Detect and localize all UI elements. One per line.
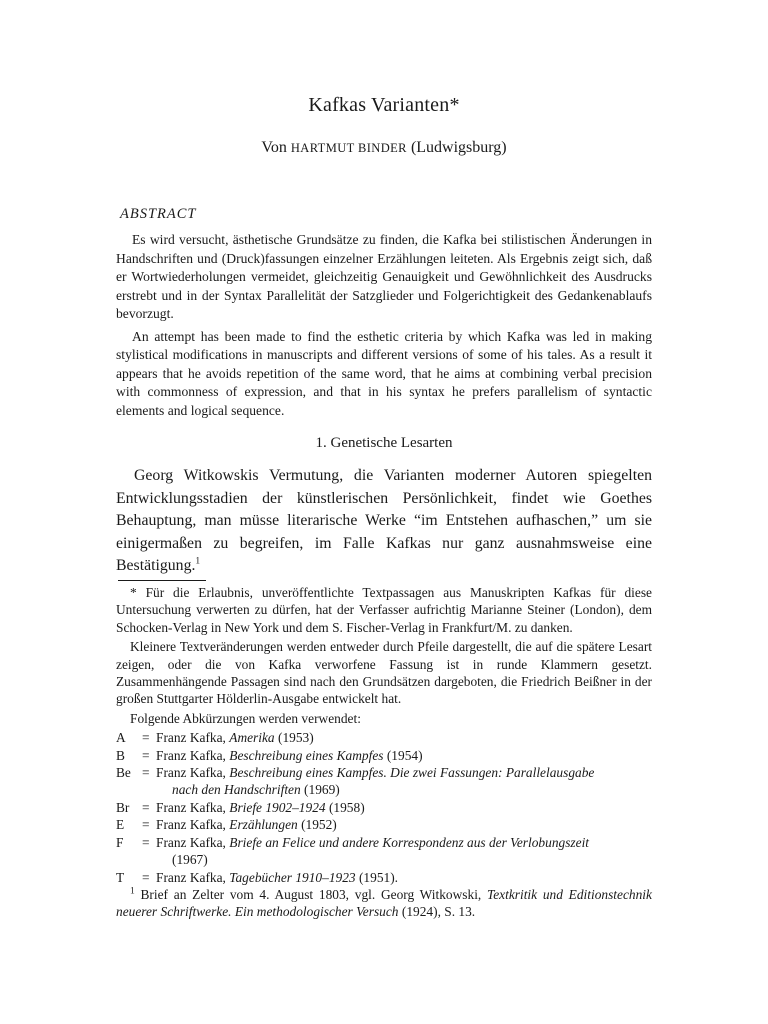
abbr-author: Franz Kafka, bbox=[156, 869, 226, 885]
abbr-value bbox=[156, 834, 652, 869]
abstract-german: Es wird versucht, ästhetische Grundsätze zu finden, die Kafka bei stilistischen Änderungen in Handschriften und (Druck)fassungen einzelner Erzählungen leiteten. Als Ergebnis zeigt sich, daß er Wortwiederholungen vermeidet, gleichzeitig Genauigkeit und Gewöhnlichkeit des Ausdrucks erstrebt und in der Syntax Parallelität der Satzglieder und Folgerichtigkeit des Gedankenablaufs bevorzugt. bbox=[116, 232, 652, 321]
abbr-title-cont: nach den Handschriften bbox=[172, 782, 301, 798]
author-name: HARTMUT BINDER bbox=[290, 141, 407, 155]
abbr-author: Franz Kafka, bbox=[156, 765, 226, 781]
abbr-value bbox=[156, 747, 652, 764]
abbr-author: Franz Kafka, bbox=[156, 730, 226, 746]
section-heading: 1. Genetische Lesarten bbox=[315, 435, 453, 451]
abstract-heading: ABSTRACT bbox=[120, 206, 197, 222]
abbr-key: E bbox=[116, 817, 125, 833]
abbr-hang bbox=[156, 851, 652, 868]
footnote-1-text: Brief an Zelter vom 4. August 1803, vgl. Georg Witkowski, bbox=[140, 886, 482, 902]
abbr-equals: = bbox=[142, 799, 150, 815]
abbr-author: Franz Kafka, bbox=[156, 817, 226, 833]
abbr-value bbox=[156, 764, 652, 799]
footnote-rule bbox=[118, 580, 206, 581]
abbr-author: Franz Kafka, bbox=[156, 747, 226, 763]
abbr-author: Franz Kafka, bbox=[156, 834, 226, 850]
abbr-year: (1953) bbox=[278, 730, 314, 746]
list-item bbox=[116, 729, 652, 746]
abbr-equals: = bbox=[142, 765, 150, 781]
abbr-year: (1969) bbox=[304, 782, 340, 798]
abstract-block bbox=[116, 231, 652, 424]
abbr-equals: = bbox=[142, 834, 150, 850]
star-note: * Für die Erlaubnis, unveröffentlichte Textpassagen aus Manuskripten Kafkas für diese Untersuchung verwerten zu dürfen, hat der Verfasser aufrichtig Marianne Steiner (London), dem Schocken-Verlag in New York und dem S. Fischer-Verlag in Frankfurt/M. zu danken. bbox=[116, 585, 652, 635]
abbr-title: Amerika bbox=[229, 730, 275, 746]
abbr-author: Franz Kafka, bbox=[156, 799, 226, 815]
abbr-equals: = bbox=[142, 817, 150, 833]
abbr-year: (1967) bbox=[172, 852, 208, 868]
abbr-value bbox=[156, 799, 652, 816]
list-item bbox=[116, 764, 652, 799]
author-line bbox=[116, 139, 652, 157]
author-place: (Ludwigsburg) bbox=[410, 139, 507, 156]
abbr-value bbox=[156, 816, 652, 833]
abbr-value bbox=[156, 869, 652, 886]
abbr-equals: = bbox=[142, 869, 150, 885]
abbr-title: Beschreibung eines Kampfes bbox=[229, 747, 384, 763]
abbr-key: Be bbox=[116, 765, 131, 781]
body-paragraph bbox=[116, 465, 652, 578]
list-item bbox=[116, 869, 652, 886]
abbr-title: Briefe 1902–1924 bbox=[229, 799, 326, 815]
abbr-key: Br bbox=[116, 799, 130, 815]
changes-note: Kleinere Textveränderungen werden entweder durch Pfeile dargestellt, die auf die spätere Lesart zeigen, oder die von Kafka verworfene Fassung ist in runde Klammern gesetzt. Zusammenhängende Passagen sind nach den Grundsätzen dargeboten, die Friedrich Beißner in der großen Stuttgarter Hölderlin-Ausgabe entwickelt hat. bbox=[116, 639, 652, 707]
footnote-1 bbox=[116, 886, 652, 921]
footnote-1-title: Textkritik und Editionstechnik neuerer Schriftwerke. Ein methodologischer Versuch bbox=[116, 886, 652, 920]
abbr-year: (1952) bbox=[301, 817, 337, 833]
body-paragraph-text: Georg Witkowskis Vermutung, die Varianten moderner Autoren spiegelten Entwicklungsstadien der künstlerischen Persönlichkeit, findet wie Goethes Behauptung, man müsse literarische Werke “im Entstehen aufhaschen,” um sie einigermaßen zu begreifen, im Falle Kafkas nur ganz ausnahmsweise eine Bestätigung. bbox=[116, 467, 652, 574]
footnote-mark: 1 bbox=[195, 556, 201, 567]
abbr-equals: = bbox=[142, 730, 150, 746]
abbreviation-list bbox=[116, 729, 652, 886]
abbr-title: Beschreibung eines Kampfes. Die zwei Fassungen: Parallelausgabe bbox=[229, 765, 595, 781]
abbr-year: (1951). bbox=[358, 869, 399, 885]
abbr-intro: Folgende Abkürzungen werden verwendet: bbox=[130, 710, 361, 726]
abbr-value bbox=[156, 729, 652, 746]
abbr-title: Erzählungen bbox=[229, 817, 298, 833]
footnote-1-mark: 1 bbox=[130, 886, 135, 897]
abbr-hang bbox=[156, 781, 652, 798]
list-item bbox=[116, 799, 652, 816]
abbr-key: B bbox=[116, 747, 125, 763]
abbr-equals: = bbox=[142, 747, 150, 763]
article-title: Kafkas Varianten* bbox=[308, 94, 460, 116]
abbr-year: (1954) bbox=[386, 747, 423, 763]
abbr-title: Briefe an Felice und andere Korrespondenz aus der Verlobungszeit bbox=[229, 834, 590, 850]
author-prefix: Von bbox=[261, 139, 287, 156]
abbr-year: (1958) bbox=[328, 799, 365, 815]
footnotes bbox=[116, 584, 652, 923]
abbr-key: A bbox=[116, 730, 126, 746]
list-item bbox=[116, 834, 652, 869]
list-item bbox=[116, 816, 652, 833]
abbr-title: Tagebücher 1910–1923 bbox=[229, 869, 356, 885]
abstract-english: An attempt has been made to find the esthetic criteria by which Kafka was led in making stylistical modifications in manuscripts and different versions of some of his tales. As a result it appears that he avoids repetition of the same word, that he aims at combining verbal precision with commonness of expression, and that in his syntax he prefers parallelism of syntactic elements and logical sequence. bbox=[116, 328, 652, 418]
footnote-1-tail: (1924), S. 13. bbox=[401, 904, 476, 920]
abbr-key: F bbox=[116, 834, 124, 850]
list-item bbox=[116, 747, 652, 764]
abbr-key: T bbox=[116, 869, 125, 885]
